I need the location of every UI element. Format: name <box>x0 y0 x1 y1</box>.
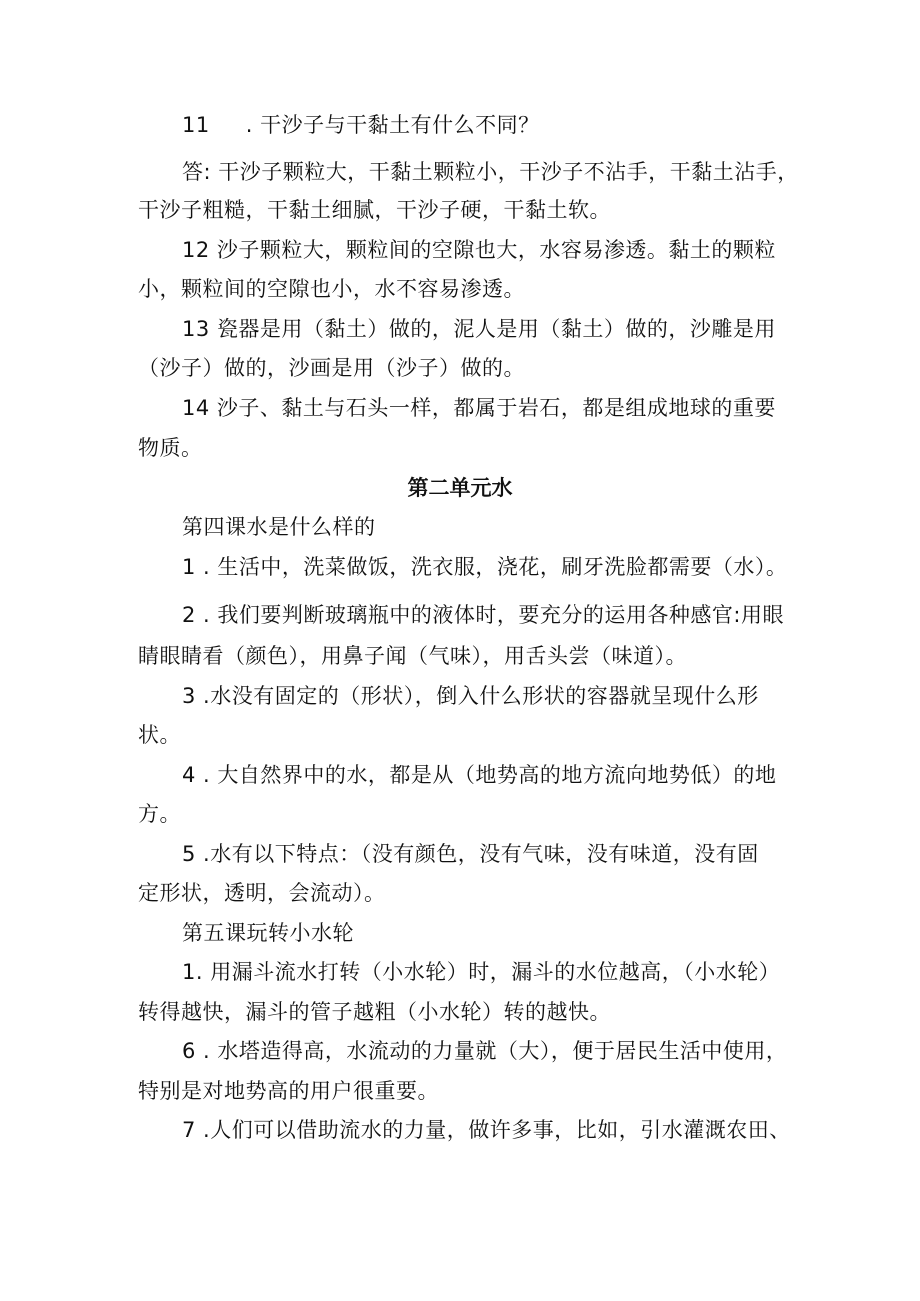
paragraph-line: 12 沙子颗粒大，颗粒间的空隙也大，水容易渗透。黏土的颗粒 <box>182 238 776 262</box>
paragraph-line: 4 . 大自然界中的水，都是从（地势高的地方流向地势低）的地 <box>182 763 777 787</box>
section-heading: 第二单元水 <box>407 476 513 500</box>
paragraph-line: 2 . 我们要判断玻璃瓶中的液体时，要充分的运用各种感官:用眼 <box>182 603 784 627</box>
paragraph-line: 3 .水没有固定的（形状），倒入什么形状的容器就呈现什么形 <box>182 684 759 708</box>
paragraph-line: 1. 用漏斗流水打转（小水轮）时，漏斗的水位越高，（小水轮） <box>182 960 781 984</box>
paragraph-line: 小，颗粒间的空隙也小，水不容易渗透。 <box>138 277 525 301</box>
paragraph-line: 特别是对地势高的用户很重要。 <box>138 1079 439 1103</box>
paragraph-line: 13 瓷器是用（黏土）做的，泥人是用（黏土）做的，沙雕是用 <box>182 317 776 341</box>
paragraph-line: 方。 <box>138 802 181 826</box>
paragraph-line: （沙子）做的，沙画是用（沙子）做的。 <box>138 356 525 380</box>
lesson-title: 第四课水是什么样的 <box>182 515 376 539</box>
paragraph-line: 定形状，透明，会流动）。 <box>138 881 386 905</box>
paragraph-line: 14 沙子、黏土与石头一样，都属于岩石，都是组成地球的重要 <box>182 396 776 420</box>
paragraph-line: 7 .人们可以借助流水的力量，做许多事，比如，引水灌溉农田、 <box>182 1118 791 1142</box>
paragraph-line: 状。 <box>138 723 181 747</box>
question-number: 11 <box>182 113 210 137</box>
paragraph-line: 睛眼睛看（颜色），用鼻子闻（气味），用舌头尝（味道）。 <box>138 644 687 668</box>
question-11 <box>182 110 540 140</box>
paragraph-line: 转得越快，漏斗的管子越粗（小水轮）转的越快。 <box>138 1000 611 1024</box>
lesson-title: 第五课玩转小水轮 <box>182 921 354 945</box>
answer-line: 答: 干沙子颗粒大，干黏土颗粒小，干沙子不沾手，干黏土沾手， <box>182 160 799 184</box>
paragraph-line: 5 .水有以下特点：（没有颜色，没有气味，没有味道，没有固 <box>182 842 759 866</box>
answer-line: 干沙子粗糙，干黏土细腻，干沙子硬，干黏土软。 <box>138 198 611 222</box>
paragraph-line: 1 . 生活中，洗菜做饭，洗衣服，浇花，刷牙洗脸都需要（水）。 <box>182 555 788 579</box>
paragraph-line: 6 . 水塔造得高，水流动的力量就（大），便于居民生活中使用， <box>182 1039 788 1063</box>
question-text: . 干沙子与干黏土有什么不同？ <box>245 113 540 137</box>
paragraph-line: 物质。 <box>138 436 203 460</box>
